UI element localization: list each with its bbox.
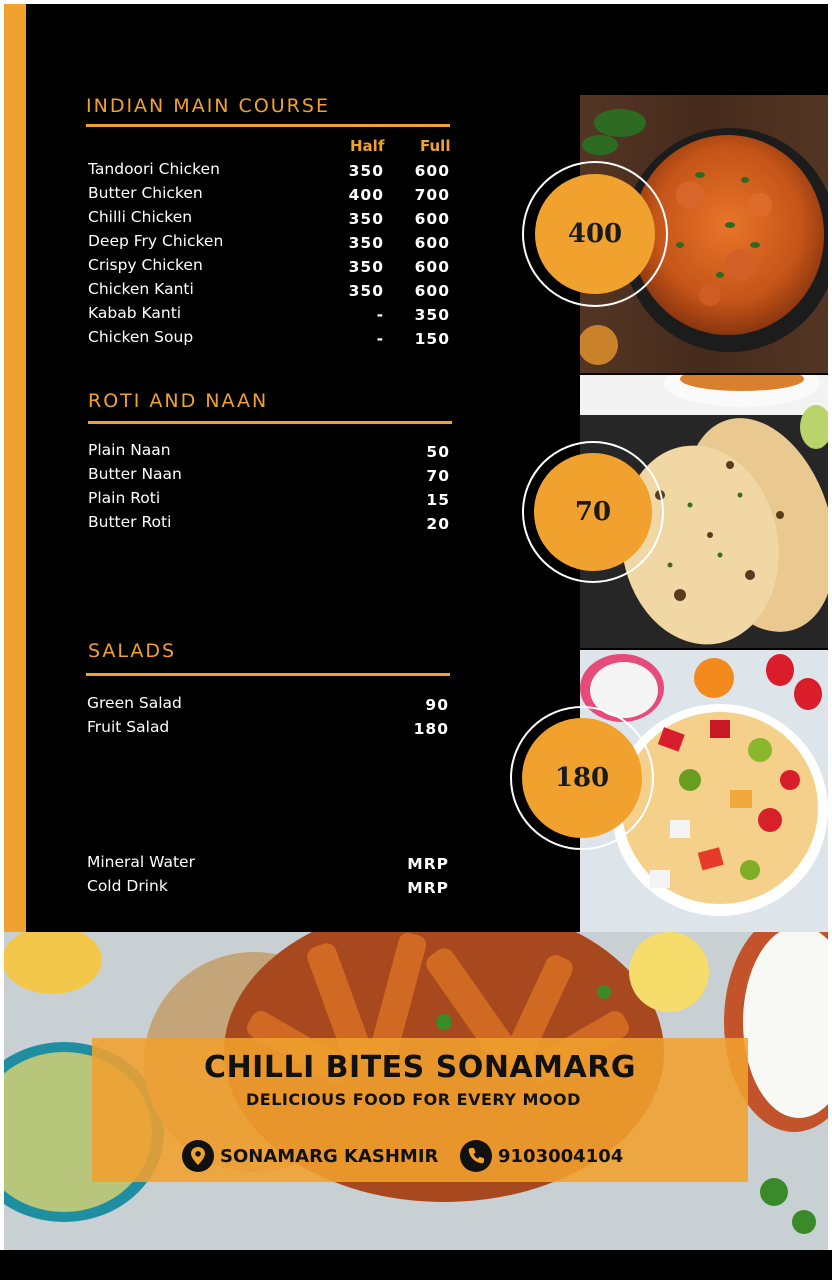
menu-item [88, 441, 450, 465]
full-price: 350 [414, 306, 450, 324]
location-text: SONAMARG KASHMIR [220, 1145, 439, 1167]
half-price: 350 [348, 234, 384, 252]
main-course-title: INDIAN MAIN COURSE [86, 95, 330, 117]
item-name: Butter Naan [88, 465, 182, 483]
item-price: 20 [426, 515, 450, 533]
roti-section-title: ROTI AND NAAN [88, 390, 269, 412]
location-pin-icon [182, 1140, 214, 1172]
full-price: 600 [414, 210, 450, 228]
item-name: Tandoori Chicken [88, 160, 220, 178]
half-price: 350 [348, 162, 384, 180]
item-price: 70 [426, 467, 450, 485]
full-price: 600 [414, 258, 450, 276]
item-name: Green Salad [87, 694, 182, 712]
full-price: 600 [414, 282, 450, 300]
half-price: 350 [348, 258, 384, 276]
price-badge: 70 [534, 453, 652, 571]
item-price: 180 [413, 720, 449, 738]
item-name: Fruit Salad [87, 718, 170, 736]
item-price: 90 [425, 696, 449, 714]
item-price: 15 [426, 491, 450, 509]
half-price: 350 [348, 210, 384, 228]
item-name: Deep Fry Chicken [88, 232, 224, 250]
restaurant-tagline: DELICIOUS FOOD FOR EVERY MOOD [246, 1090, 581, 1109]
full-price: 600 [414, 162, 450, 180]
menu-item [88, 465, 450, 489]
item-name: Cold Drink [87, 877, 168, 895]
menu-item [88, 328, 450, 352]
item-name: Chicken Soup [88, 328, 194, 346]
main-course-rule [86, 124, 450, 127]
menu-item [88, 232, 450, 256]
menu-item [88, 160, 450, 184]
salads-section-title: SALADS [88, 640, 177, 662]
item-name: Chilli Chicken [88, 208, 193, 226]
phone-icon [460, 1140, 492, 1172]
menu-item [87, 877, 449, 901]
item-price: MRP [407, 879, 449, 897]
salads-section-rule [86, 673, 450, 676]
menu-item [88, 256, 450, 280]
menu-item [87, 694, 449, 718]
item-name: Butter Chicken [88, 184, 203, 202]
menu-item [88, 489, 450, 513]
full-price: 700 [414, 186, 450, 204]
item-name: Mineral Water [87, 853, 195, 871]
half-price: 400 [348, 186, 384, 204]
right-border [828, 0, 832, 1250]
accent-side-bar [4, 4, 26, 932]
full-column-header: Full [420, 137, 451, 155]
half-column-header: Half [350, 137, 385, 155]
bottom-border [0, 1250, 832, 1280]
item-name: Butter Roti [88, 513, 172, 531]
half-price: - [376, 330, 384, 348]
menu-item [88, 280, 450, 304]
menu-item [87, 718, 449, 742]
top-border [0, 0, 832, 4]
half-price: 350 [348, 282, 384, 300]
item-price: 50 [426, 443, 450, 461]
item-name: Plain Roti [88, 489, 161, 507]
menu-item [88, 513, 450, 537]
restaurant-name: CHILLI BITES SONAMARG [204, 1050, 636, 1085]
item-price: MRP [407, 855, 449, 873]
item-name: Crispy Chicken [88, 256, 203, 274]
item-name: Chicken Kanti [88, 280, 194, 298]
price-badge: 180 [522, 718, 642, 838]
full-price: 600 [414, 234, 450, 252]
phone-contact [460, 1140, 623, 1172]
phone-text: 9103004104 [498, 1145, 624, 1167]
item-name: Kabab Kanti [88, 304, 182, 322]
menu-item [87, 853, 449, 877]
location-contact [182, 1140, 438, 1172]
full-price: 150 [414, 330, 450, 348]
roti-section-rule [88, 421, 452, 424]
menu-item [88, 184, 450, 208]
price-badge: 400 [535, 174, 655, 294]
menu-item [88, 208, 450, 232]
item-name: Plain Naan [88, 441, 171, 459]
restaurant-info-box [92, 1038, 748, 1182]
menu-item [88, 304, 450, 328]
half-price: - [376, 306, 384, 324]
